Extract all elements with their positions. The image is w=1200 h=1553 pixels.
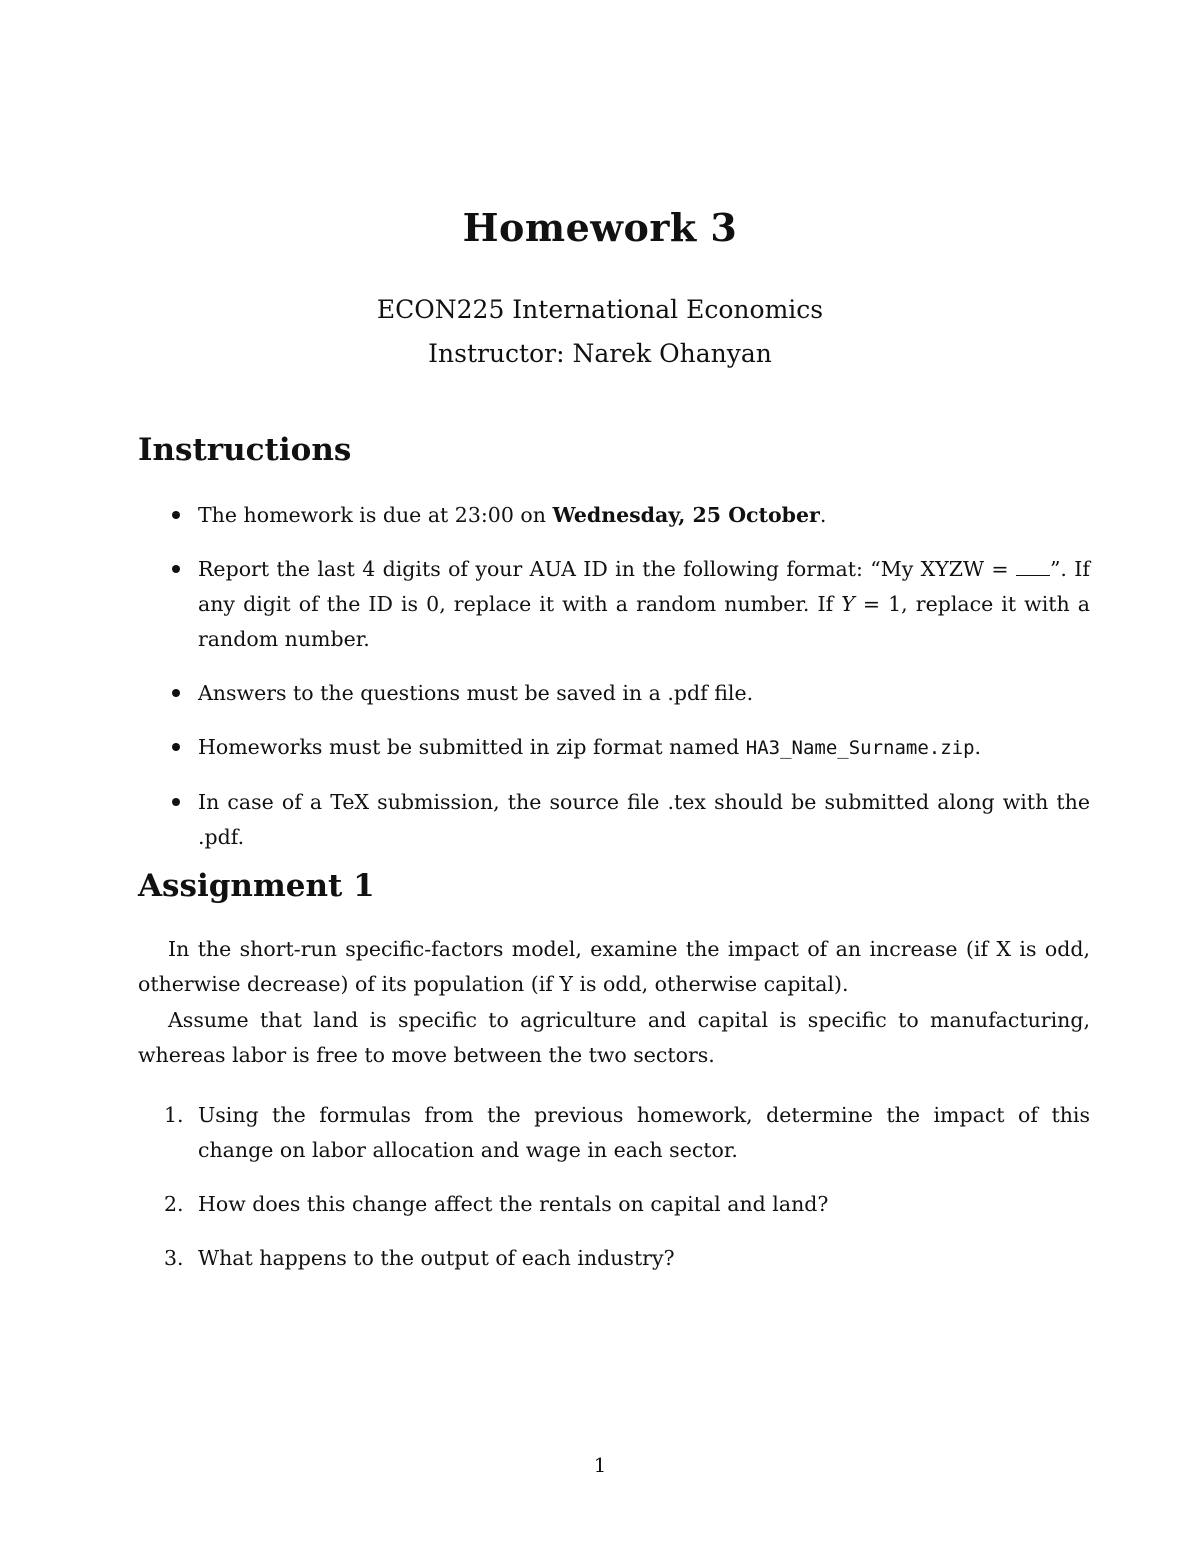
instructor-name: Instructor: Narek Ohanyan	[428, 339, 772, 368]
questions-list	[138, 1098, 1090, 1295]
list-item	[138, 730, 1090, 766]
due-text: The homework is due at 23:00 on	[198, 503, 553, 527]
question-item	[138, 1241, 1090, 1276]
assignment-paragraph-1: In the short-run specific-factors model, examine the impact of an increase (if X is odd, otherwise decrease) of its population (if Y is odd, otherwise capital).	[138, 937, 1090, 996]
assignment-heading: Assignment 1	[138, 868, 375, 904]
question-item	[138, 1187, 1090, 1222]
page-number: 1	[593, 1453, 607, 1477]
bullet-icon	[172, 511, 180, 519]
question-text: Using the formulas from the previous homework, determine the impact of this change on labor allocation and wage in each sector.	[198, 1103, 1090, 1162]
answer-blank	[1016, 557, 1050, 576]
list-item	[138, 498, 1090, 533]
list-item	[138, 676, 1090, 711]
assignment-paragraph-2: Assume that land is specific to agriculture and capital is specific to manufacturing, whereas labor is free to move between the two sectors.	[138, 1008, 1090, 1067]
tex-text: In case of a TeX submission, the source file .tex should be submitted along with the .pdf.	[198, 790, 1090, 849]
pdf-text: Answers to the questions must be saved in a .pdf file.	[198, 681, 754, 705]
id-format-text-3: = 1, replace it with a random number.	[198, 592, 1090, 651]
due-text-end: .	[819, 503, 827, 527]
question-text: How does this change affect the rentals on capital and land?	[198, 1192, 829, 1216]
zip-filename: HA3_Name_Surname.zip	[745, 737, 975, 759]
instructions-heading: Instructions	[138, 432, 352, 468]
id-format-text: Report the last 4 digits of your AUA ID in the following format: “My XYZW =	[198, 557, 1016, 581]
due-date: Wednesday, 25 October	[552, 503, 820, 527]
course-name: ECON225 International Economics	[376, 295, 824, 324]
math-variable: Y	[841, 592, 855, 616]
id-format-text-2: ”. If any digit of the ID is 0, replace it with a random number. If	[198, 557, 1090, 616]
question-number: 3.	[164, 1246, 184, 1270]
zip-text: Homeworks must be submitted in zip format named	[198, 735, 746, 759]
question-number: 2.	[164, 1192, 184, 1216]
question-text: What happens to the output of each industry?	[198, 1246, 675, 1270]
instructions-list	[138, 498, 1090, 874]
list-item	[138, 552, 1090, 657]
page-title: Homework 3	[462, 205, 738, 250]
bullet-icon	[172, 798, 180, 806]
question-number: 1.	[164, 1103, 184, 1127]
bullet-icon	[172, 743, 180, 751]
list-item	[138, 785, 1090, 855]
bullet-icon	[172, 689, 180, 697]
zip-text-end: .	[974, 735, 982, 759]
question-item	[138, 1098, 1090, 1168]
bullet-icon	[172, 565, 180, 573]
